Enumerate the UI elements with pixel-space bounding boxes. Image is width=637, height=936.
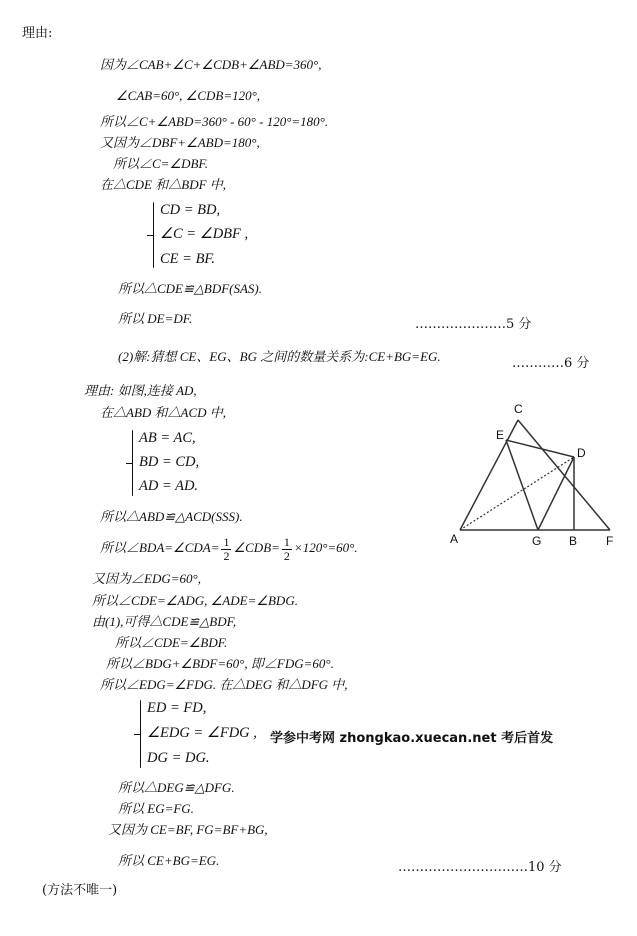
p1-line-1: 因为∠CAB+∠C+∠CDB+∠ABD=360°,: [100, 57, 322, 72]
p2-reason: 理由: 如图,连接 AD,: [84, 383, 197, 398]
eq-ce-bf: CE = BF.: [160, 251, 216, 267]
label-b: B: [569, 534, 578, 548]
p2-line-9: 所以∠EDG=∠FDG. 在△DEG 和△DFG 中,: [100, 677, 348, 692]
p2-line-10: 所以△DEG≌△DFG.: [118, 780, 235, 795]
p1-line-8: 所以 DE=DF.: [118, 311, 193, 326]
p2-line-3-post: ×120°=60°.: [293, 540, 358, 555]
eq-edg-fdg: ∠EDG = ∠FDG ,: [147, 725, 257, 741]
eq-ab-ac: AB = AC,: [139, 430, 196, 446]
p1-line-4: 又因为∠DBF+∠ABD=180°,: [100, 135, 260, 150]
geometry-figure: [440, 395, 630, 550]
method-note: (方法不唯一): [42, 883, 118, 898]
eq-ed-fd: ED = FD,: [147, 700, 207, 716]
p2-line-3: [100, 531, 358, 565]
eq-dg-dg: DG = DG.: [147, 750, 210, 766]
p2-line-11: 所以 EG=FG.: [118, 801, 194, 816]
eq-ad-ad: AD = AD.: [139, 478, 199, 494]
label-c: C: [514, 402, 523, 416]
watermark-text: 学参中考网 zhongkao.xuecan.net 考后首发: [270, 731, 554, 746]
eq-c-dbf: ∠C = ∠DBF ,: [160, 226, 249, 242]
p2-line-3-mid: ∠CDB=: [233, 540, 280, 555]
reason-label: 理由:: [22, 26, 53, 41]
p2-line-4: 又因为∠EDG=60°,: [92, 571, 201, 586]
eq-bd-cd: BD = CD,: [139, 454, 200, 470]
p2-line-6: 由(1),可得△CDE≌△BDF,: [92, 614, 237, 629]
score-10: …………………………10 分: [398, 860, 562, 875]
segment-ad-dashed: [460, 457, 574, 530]
p2-heading: (2)解:猜想 CE、EG、BG 之间的数量关系为:CE+BG=EG.: [118, 349, 441, 364]
p2-line-8: 所以∠BDG+∠BDF=60°, 即∠FDG=60°.: [106, 656, 334, 671]
p2-line-2: 所以△ABD≌△ACD(SSS).: [100, 509, 243, 524]
p2-line-1: 在△ABD 和△ACD 中,: [100, 405, 227, 420]
p1-line-7: 所以△CDE≌△BDF(SAS).: [118, 281, 263, 296]
p2-line-5: 所以∠CDE=∠ADG, ∠ADE=∠BDG.: [92, 593, 298, 608]
label-a: A: [450, 532, 459, 546]
p1-line-2: ∠CAB=60°, ∠CDB=120°,: [116, 88, 261, 103]
label-g: G: [532, 534, 542, 548]
score-5: …………………5 分: [415, 317, 532, 332]
label-d: D: [577, 446, 586, 460]
label-f: F: [606, 534, 614, 548]
segment-dg: [538, 457, 574, 530]
segment-ac: [460, 420, 518, 530]
p2-line-13: 所以 CE+BG=EG.: [118, 853, 220, 868]
fraction-half: $\frac{1}{2}$: [283, 534, 290, 563]
segment-ed: [506, 440, 574, 457]
p1-line-3: 所以∠C+∠ABD=360° - 60° - 120°=180°.: [100, 114, 329, 129]
equation-brace: [140, 700, 141, 768]
label-e: E: [496, 428, 505, 442]
score-6: …………6 分: [512, 356, 590, 371]
p1-line-5: 所以∠C=∠DBF.: [113, 156, 208, 171]
p1-line-6: 在△CDE 和△BDF 中,: [100, 177, 227, 192]
eq-cd-bd: CD = BD,: [160, 202, 221, 218]
equation-brace: [153, 202, 154, 268]
equation-brace: [132, 430, 133, 496]
segment-eg: [506, 440, 538, 530]
p2-line-7: 所以∠CDE=∠BDF.: [115, 635, 228, 650]
p2-line-12: 又因为 CE=BF, FG=BF+BG,: [108, 822, 268, 837]
fraction-half: $\frac{1}{2}$: [223, 534, 230, 563]
p2-line-3-pre: 所以∠BDA=∠CDA=: [100, 540, 220, 555]
